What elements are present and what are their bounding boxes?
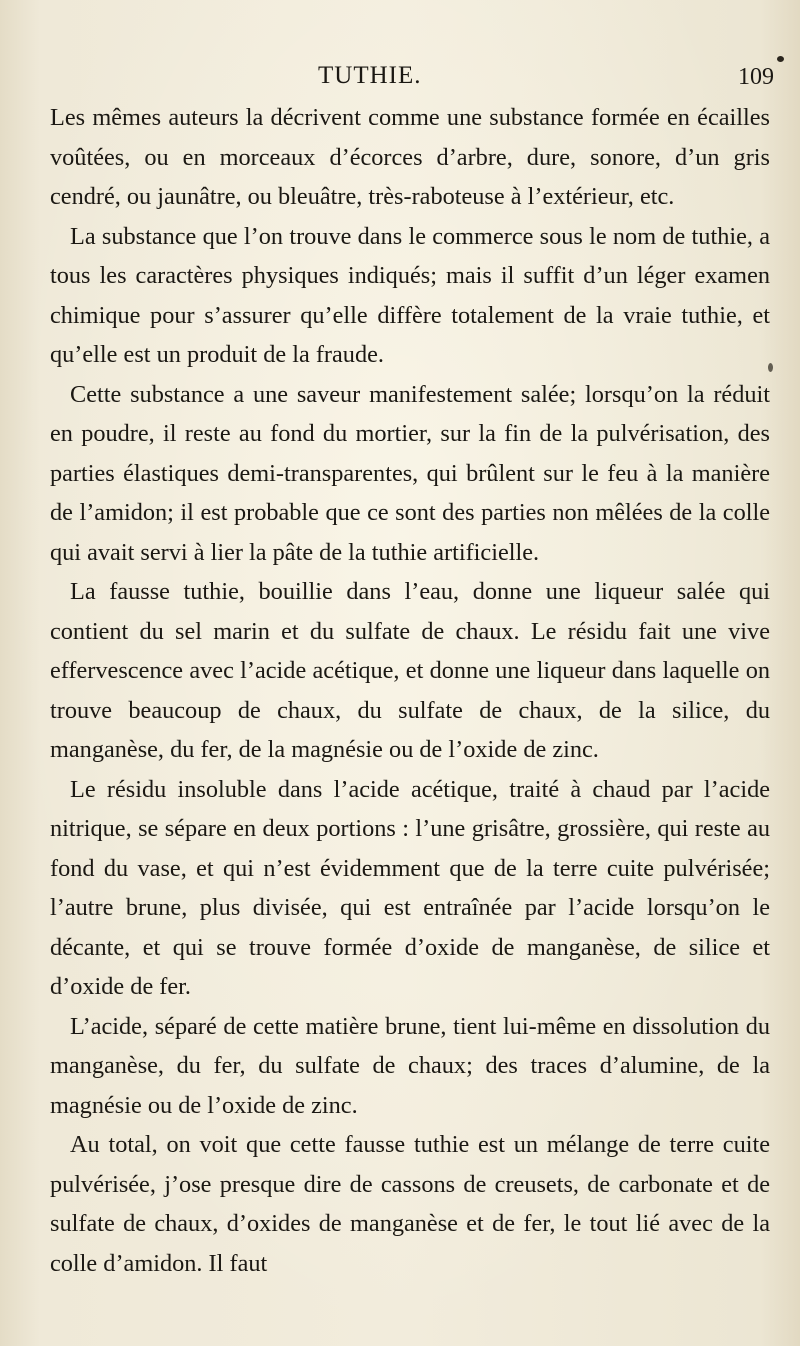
ink-speck <box>768 363 773 372</box>
running-title: TUTHIE. <box>318 62 422 89</box>
paragraph-4: La fausse tuthie, bouillie dans l’eau, donne une liqueur salée qui contient du sel marin et du sulfate de chaux. Le résidu fait une vive effervescence avec l’acide acétique, et donne une liqueur dans laquelle on trouve beaucoup de chaux, du sulfate de chaux, de la silice, du manganèse, du fer, de la magnésie ou de l’oxide de zinc. <box>50 578 770 763</box>
body-text <box>50 98 770 1283</box>
paragraph-2: La substance que l’on trouve dans le commerce sous le nom de tuthie, a tous les caractères physiques indiqués; mais il suffit d’un léger examen chimique pour s’assurer qu’elle diffère totalement de la vraie tuthie, et qu’elle est un produit de la fraude. <box>50 222 770 368</box>
paragraph-5: Le résidu insoluble dans l’acide acétique, traité à chaud par l’acide nitrique, se sépare en deux portions : l’une grisâtre, grossière, qui reste au fond du vase, et qui n’est évidemment que de la terre cuite pulvérisée; l’autre brune, plus divisée, qui est entraînée par l’acide lorsqu’on le décante, et qui se trouve formée d’oxide de manganèse, de silice et d’oxide de fer. <box>50 775 770 1000</box>
page-number: 109 <box>738 64 774 90</box>
page-header <box>50 62 780 92</box>
paragraph-7: Au total, on voit que cette fausse tuthie est un mélange de terre cuite pulvérisée, j’ose presque dire de cassons de creusets, de carbonate et de sulfate de chaux, d’oxides de manganèse et de fer, le tout lié avec de la colle d’amidon. Il faut <box>50 1131 770 1277</box>
ink-speck <box>777 56 784 62</box>
paragraph-6: L’acide, séparé de cette matière brune, tient lui-même en dissolution du manganèse, du fer, du sulfate de chaux; des traces d’alumine, de la magnésie ou de l’oxide de zinc. <box>50 1012 770 1119</box>
paragraph-1: Les mêmes auteurs la décrivent comme une substance formée en écailles voûtées, ou en morceaux d’écorces d’arbre, dure, sonore, d’un gris cendré, ou jaunâtre, ou bleuâtre, très-raboteuse à l’extérieur, etc. <box>50 104 770 210</box>
paragraph-3: Cette substance a une saveur manifestement salée; lorsqu’on la réduit en poudre, il reste au fond du mortier, sur la fin de la pulvérisation, des parties élastiques demi-transparentes, qui brûlent sur le feu à la manière de l’amidon; il est probable que ce sont des parties non mêlées de la colle qui avait servi à lier la pâte de la tuthie artificielle. <box>50 380 770 566</box>
